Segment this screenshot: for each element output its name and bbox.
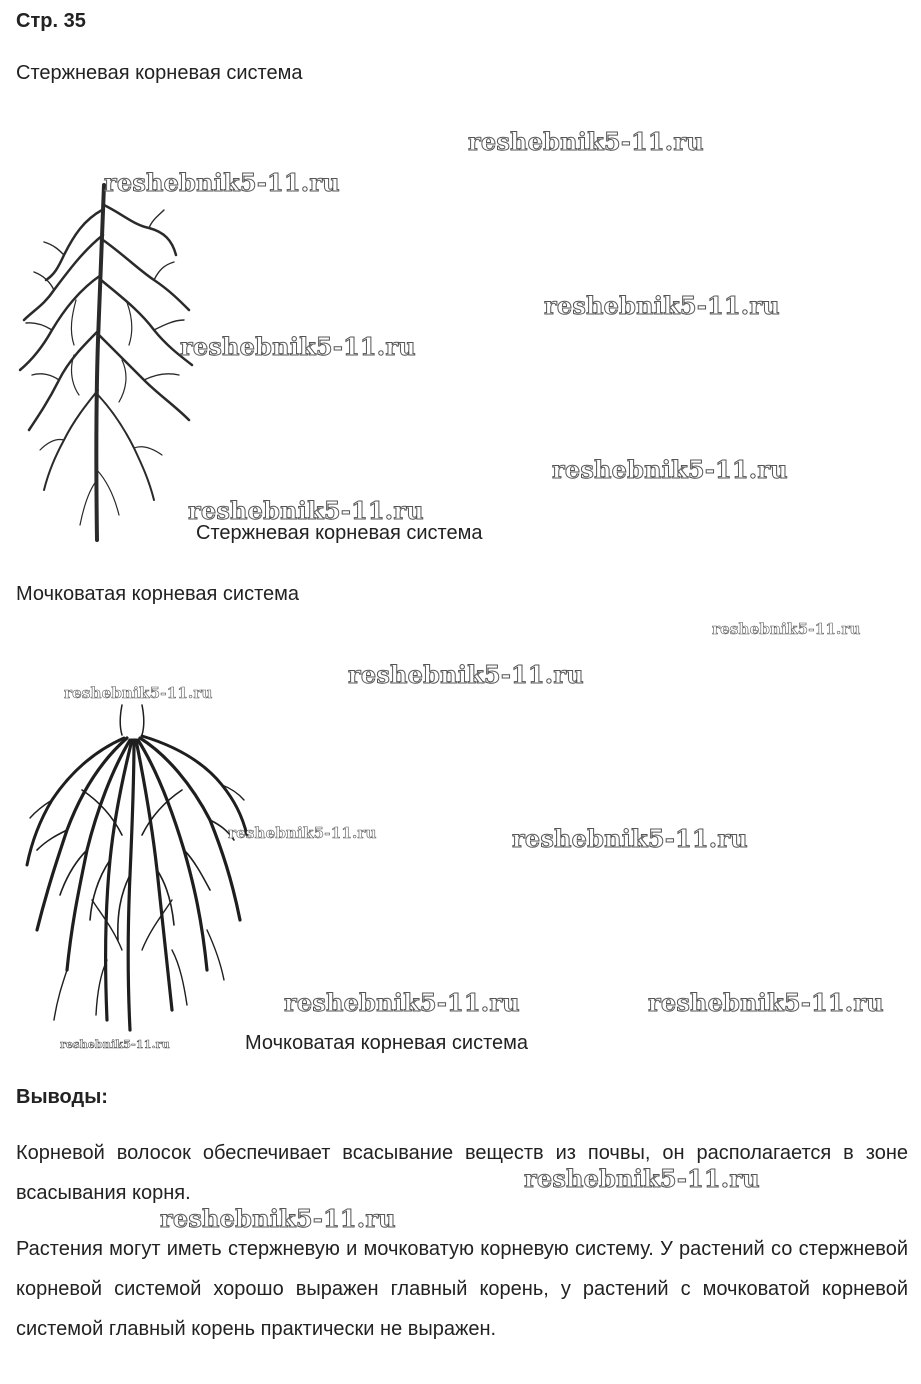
watermark: reshebnik5-11.ru (468, 127, 704, 156)
watermark: reshebnik5-11.ru (552, 455, 788, 484)
conclusion-paragraph-2: Растения могут иметь стержневую и мочковатую корневую систему. У растений со стержневой корневой системой хорошо выражен главный корень, у растений с мочковатой корневой системой главный корень практически не выражен. (16, 1238, 908, 1340)
taproot-system-illustration (14, 180, 204, 545)
watermark: reshebnik5-11.ru (64, 684, 213, 702)
watermark: reshebnik5-11.ru (348, 660, 584, 689)
page-number: Стр. 35 (16, 10, 86, 32)
watermark: reshebnik5-11.ru (180, 332, 416, 361)
watermark: reshebnik5-11.ru (160, 1204, 396, 1233)
fibrous-heading: Мочковатая корневая система (16, 583, 300, 605)
conclusion-paragraph-1: Корневой волосок обеспечивает всасывание веществ из почвы, он располагается в зоне всасывания корня. (16, 1142, 908, 1204)
watermark: reshebnik5-11.ru (188, 496, 424, 525)
conclusions-title: Выводы: (16, 1086, 108, 1108)
taproot-heading: Стержневая корневая система (16, 62, 303, 84)
watermark: reshebnik5-11.ru (648, 988, 884, 1017)
fibrous-system-illustration (22, 700, 252, 1040)
watermark: reshebnik5-11.ru (544, 291, 780, 320)
watermark: reshebnik5-11.ru (228, 824, 377, 842)
watermark: reshebnik5-11.ru (512, 824, 748, 853)
watermark: reshebnik5-11.ru (284, 988, 520, 1017)
watermark: reshebnik5-11.ru (524, 1164, 760, 1193)
watermark: reshebnik5-11.ru (60, 1038, 170, 1051)
taproot-caption: Стержневая корневая система (196, 522, 483, 544)
fibrous-caption: Мочковатая корневая система (245, 1032, 529, 1054)
watermark: reshebnik5-11.ru (104, 168, 340, 197)
watermark: reshebnik5-11.ru (712, 620, 861, 638)
